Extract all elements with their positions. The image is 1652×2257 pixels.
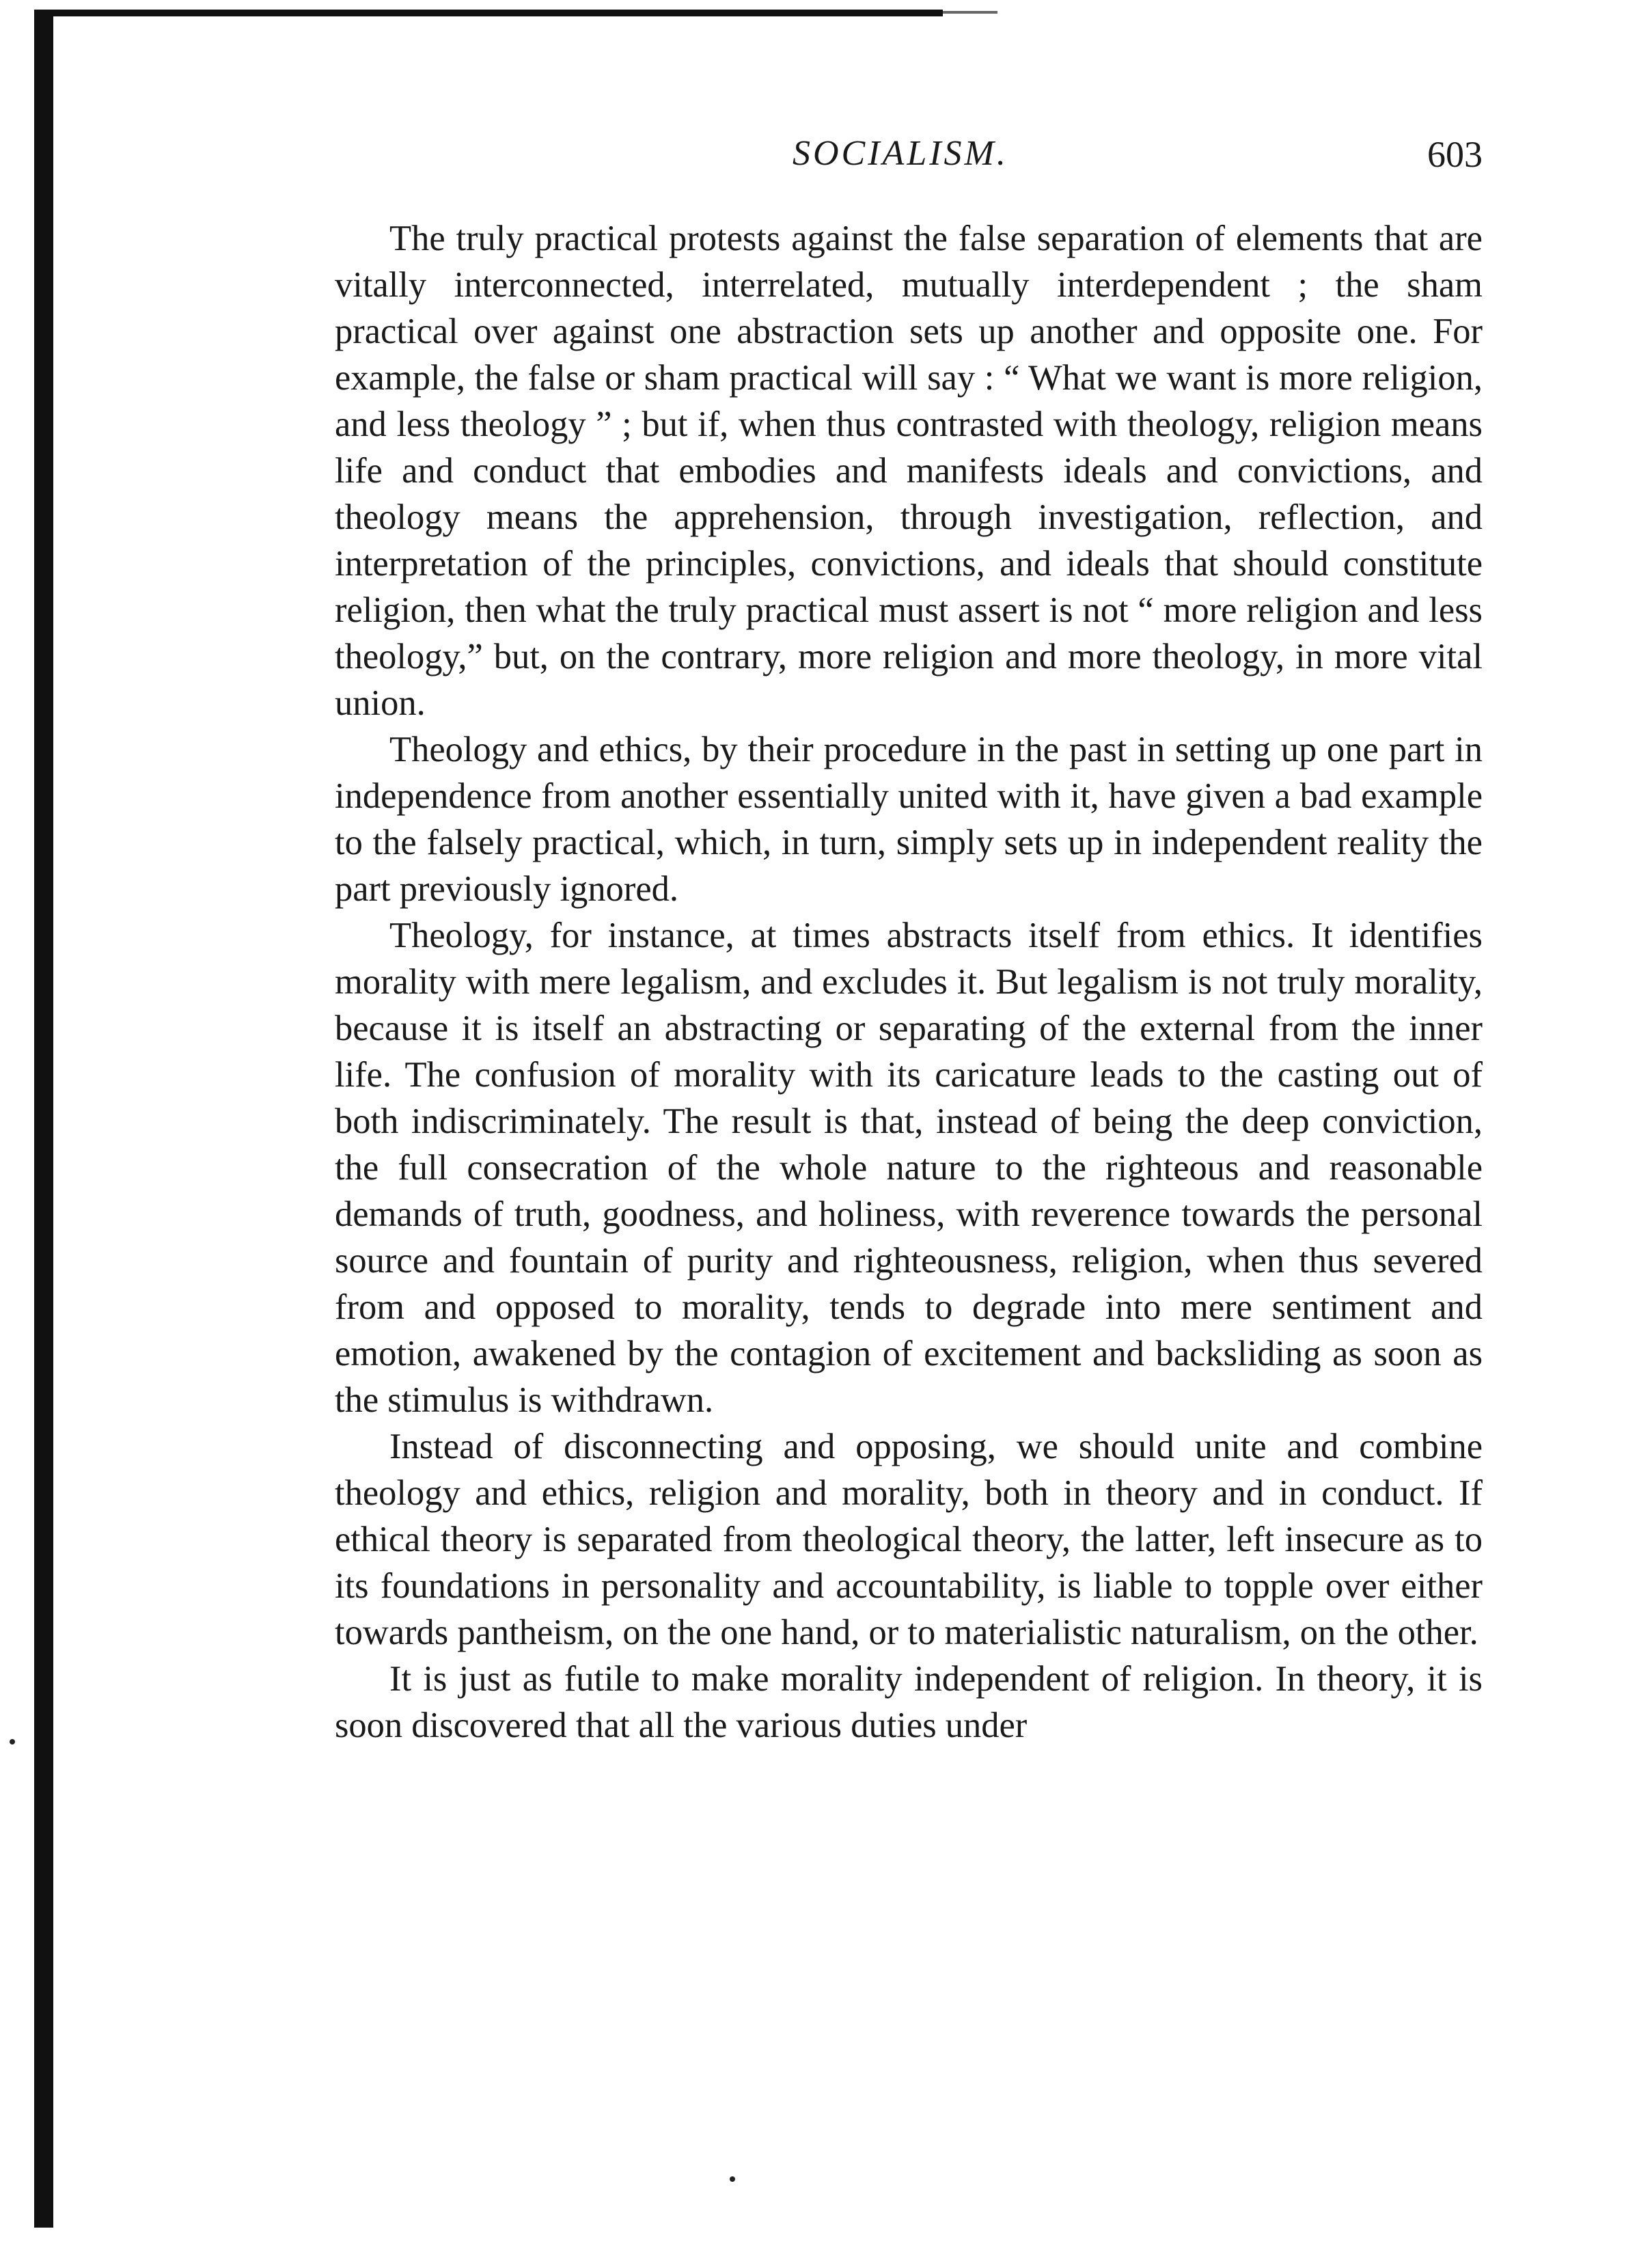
paragraph-4: Instead of disconnecting and opposing, we should unite and combine theology and ethics, religion and morality, both in theory and in conduct. If ethical theory is separated from theological theory, the latter, left insecure as to its foundations in personality and accountability, is liable to topple over either towards pantheism, on the one hand, or to materialistic naturalism, on the other. [335, 1427, 1483, 1652]
scan-speck [730, 2176, 735, 2182]
scan-edge-top-faint [943, 11, 997, 14]
scan-edge-left [34, 14, 53, 2228]
paragraph-5: It is just as futile to make morality independent of religion. In theory, it is soon discovered that all the various duties under [335, 1659, 1483, 1745]
page-header [335, 133, 1483, 188]
scan-speck [10, 1739, 15, 1745]
running-head: SOCIALISM. [793, 134, 1008, 173]
paragraph-1: The truly practical protests against the false separation of elements that are vitally interconnected, interrelated, mutually interdependent ; the sham practical over against one abstraction sets up another and opposite one. For example, the false or sham practical will say : “ What we want is more religion, and less theology ” ; but if, when thus contrasted with theology, religion means life and conduct that embodies and manifests ideals and convictions, and theology means the apprehension, through investigation, reflection, and interpretation of the principles, convictions, and ideals that should constitute religion, then what the truly practical must assert is not “ more religion and less theology,” but, on the contrary, more religion and more theology, in more vital union. [335, 219, 1483, 723]
paragraph-2: Theology and ethics, by their procedure in the past in setting up one part in independence from another essentially united with it, have given a bad example to the falsely practical, which, in turn, simply sets up in independent reality the part previously ignored. [335, 730, 1483, 909]
page-number: 603 [1427, 134, 1483, 175]
body-text [335, 215, 1483, 1749]
scan-edge-top [34, 10, 943, 16]
paragraph-3: Theology, for instance, at times abstracts itself from ethics. It identifies morality with mere legalism, and excludes it. But legalism is not truly morality, because it is itself an abstracting or separating of the external from the inner life. The confusion of morality with its caricature leads to the casting out of both indiscriminately. The result is that, instead of being the deep conviction, the full consecration of the whole nature to the righteous and reasonable demands of truth, goodness, and holiness, with reverence towards the personal source and fountain of purity and righteousness, religion, when thus severed from and opposed to morality, tends to degrade into mere sentiment and emotion, awakened by the contagion of excitement and backsliding as soon as the stimulus is withdrawn. [335, 916, 1483, 1420]
